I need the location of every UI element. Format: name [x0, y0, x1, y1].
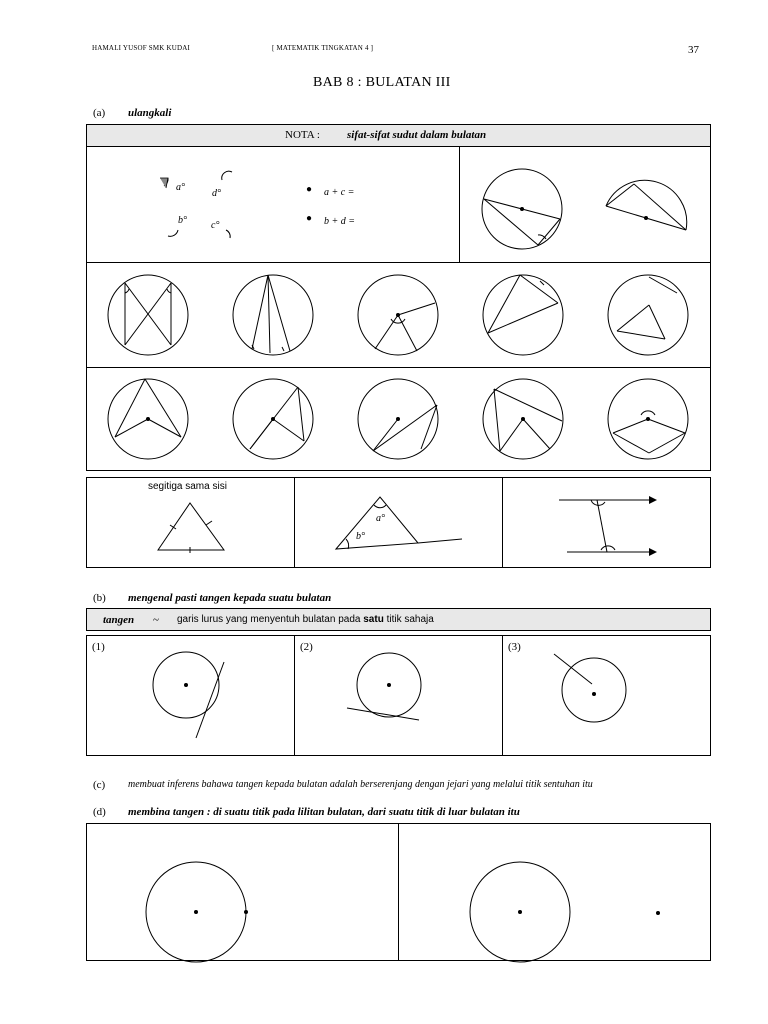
section-a-heading: ulangkali	[128, 107, 172, 119]
bullet-1-text: a + c =	[324, 187, 355, 198]
diagram-center-angle-4	[358, 379, 438, 459]
def-pre: garis lurus yang menyentuh bulatan pada	[177, 614, 361, 625]
def-bold: satu	[363, 614, 384, 625]
tangen-tilde: ~	[153, 614, 159, 626]
section-b-letter: (b)	[93, 592, 106, 604]
ext-angle-a: a°	[376, 513, 385, 524]
angle-c-label: c°	[211, 220, 220, 231]
case-3-label: (3)	[508, 641, 521, 653]
parallel-lines-diagram	[555, 490, 665, 560]
angle-b-label: b°	[178, 215, 187, 226]
construction-circle-2	[468, 860, 668, 965]
section-c-text: membuat inferens bahawa tangen kepada bulatan adalah berserenjang dengan jejari yang melalui titik sentuhan itu	[128, 779, 593, 790]
diagram-segment-angle	[600, 170, 695, 240]
def-post: titik sahaja	[386, 614, 434, 625]
row-1-divider	[459, 146, 460, 263]
case-2-label: (2)	[300, 641, 313, 653]
section-d-letter: (d)	[93, 806, 106, 818]
diagram-equal-arcs	[483, 275, 563, 355]
page-number: 37	[688, 44, 699, 56]
diagram-center-angle-1	[358, 275, 438, 355]
page-title: BAB 8 : BULATAN III	[313, 75, 451, 90]
cases-divider-1	[294, 635, 295, 756]
section-d-heading: membina tangen : di suatu titik pada lilitan bulatan, dari suatu titik di luar bulatan itu	[128, 806, 520, 818]
row-3-diagrams	[105, 375, 705, 467]
diagram-triangle-in-circle	[608, 275, 688, 355]
nota-label: NOTA :	[285, 129, 320, 141]
row-2-diagrams	[105, 273, 705, 365]
vertically-opposite-angles	[150, 160, 250, 250]
bullet-2: ●	[306, 213, 313, 224]
bullet-2-text: b + d =	[324, 216, 355, 227]
bullet-1: ●	[306, 184, 313, 195]
exterior-angle-triangle	[330, 495, 465, 555]
cases-divider-2	[502, 635, 503, 756]
tangen-definition-bar	[86, 608, 711, 631]
ext-angle-b: b°	[356, 531, 365, 542]
section-b-heading: mengenal pasti tangen kepada suatu bulatan	[128, 592, 332, 604]
diagram-center-angle-2	[108, 379, 188, 459]
diagram-angle-in-semicircle	[478, 165, 568, 255]
nota-bar	[86, 124, 711, 147]
tangen-definition	[177, 614, 434, 625]
diagram-same-segment-2	[233, 275, 313, 355]
diagram-cyclic-quad	[608, 379, 688, 459]
equilateral-label: segitiga sama sisi	[148, 481, 227, 492]
case-1-secant	[150, 650, 240, 745]
diagram-same-segment-1	[108, 275, 188, 355]
section-a-letter: (a)	[93, 107, 106, 119]
construction-circle-1	[145, 860, 255, 965]
header-author: HAMALI YUSOF SMK KUDAI	[92, 44, 191, 52]
construction-divider	[398, 823, 399, 961]
row-4-divider-1	[294, 477, 295, 568]
angle-d-label: d°	[212, 188, 221, 199]
equilateral-triangle	[150, 495, 230, 555]
row-4-divider-2	[502, 477, 503, 568]
case-1-label: (1)	[92, 641, 105, 653]
case-3-line	[552, 650, 632, 730]
angle-a-label: a°	[176, 182, 185, 193]
tangen-word: tangen	[103, 614, 135, 626]
section-c-letter: (c)	[93, 779, 106, 791]
case-2-tangent	[345, 652, 425, 727]
diagram-center-angle-5	[483, 379, 563, 459]
diagram-center-angle-3	[233, 379, 313, 459]
header-subject: [ MATEMATIK TINGKATAN 4 ]	[272, 44, 374, 52]
nota-text: sifat-sifat sudut dalam bulatan	[347, 129, 487, 141]
